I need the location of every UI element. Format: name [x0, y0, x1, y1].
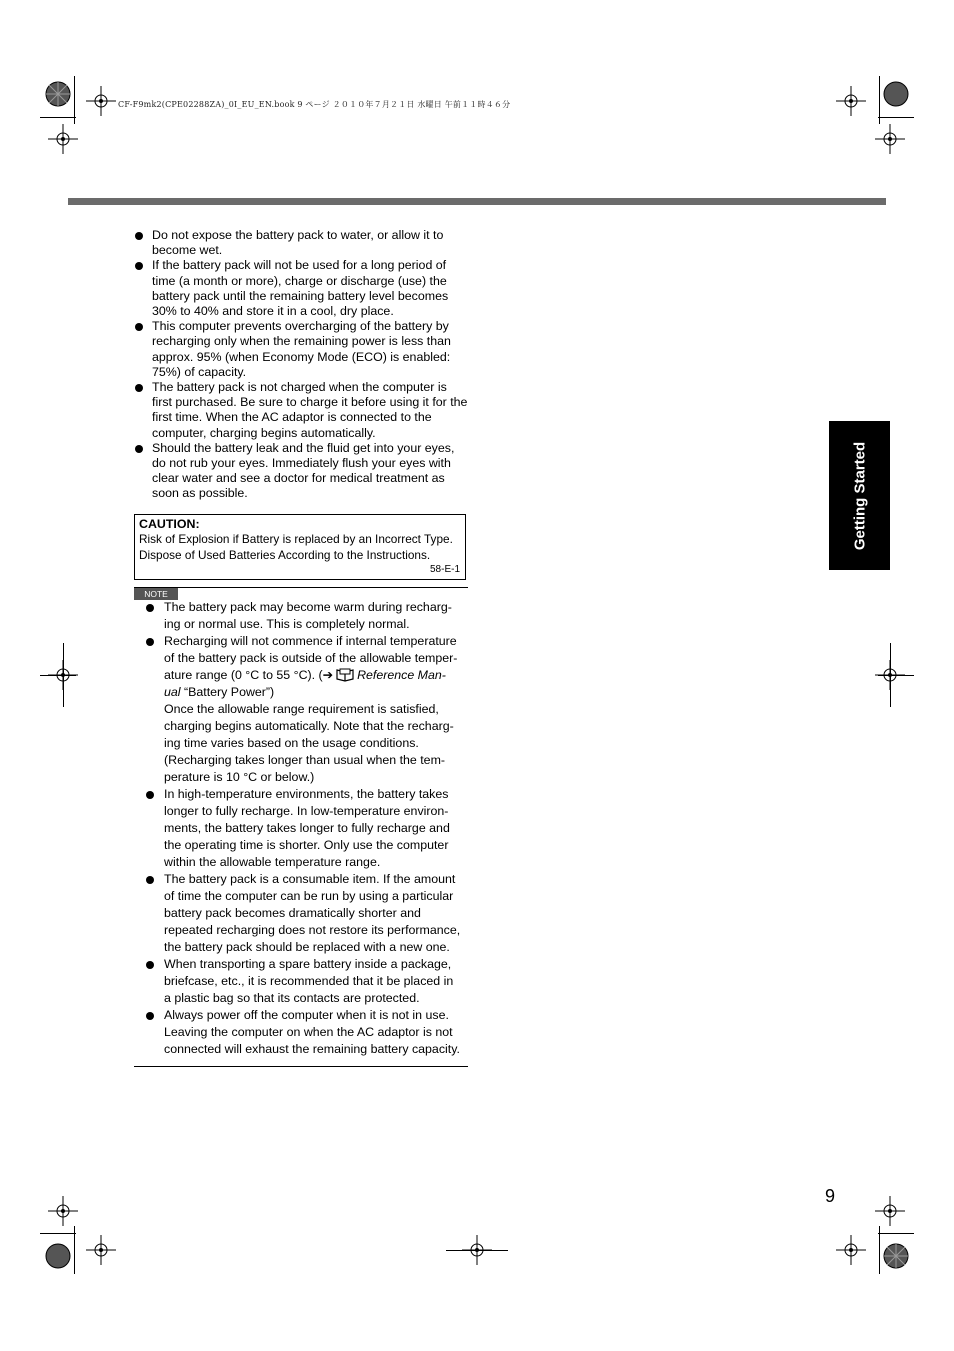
arrow-icon: ➔ — [322, 668, 334, 682]
crosshair-icon — [836, 1235, 866, 1265]
caution-box — [134, 514, 466, 580]
section-top-bar — [68, 198, 886, 205]
crosshair-icon — [86, 1235, 116, 1265]
list-item: Should the battery leak and the fluid get into your eyes, do not rub your eyes. Immediately flush your eyes with clear water and see a doctor for medical treatment as soon as possible. — [134, 441, 468, 502]
crosshair-icon — [86, 86, 116, 116]
list-item: The battery pack is a consumable item. If the amount of time the computer can be run by using a particular battery pack becomes dramatically shorter and repeated recharging does not restore its performance, the battery pack should be replaced with a new one. — [146, 871, 462, 956]
note-label: NOTE — [134, 588, 178, 600]
caution-title: CAUTION: — [139, 517, 200, 531]
list-item: Do not expose the battery pack to water, or allow it to become wet. — [134, 228, 468, 258]
crosshair-icon — [875, 124, 905, 154]
list-item: The battery pack is not charged when the computer is first purchased. Be sure to charge it before using it for the first time. When the AC adaptor is connected to the computer, charging begins automatically. — [134, 380, 468, 441]
reference-manual-link[interactable]: Reference Man-ual — [164, 668, 446, 699]
section-side-tab — [829, 421, 890, 570]
note-list — [146, 599, 462, 1058]
note-divider-bottom — [134, 1066, 468, 1067]
note-text: Once the allowable range requirement is satisfied, charging begins automatically. Note that the recharg-ing time varies based on the usage conditions. (Recharging takes longer than usual when the tem-perature is 10 °C or below.) — [164, 702, 454, 784]
list-item: The battery pack may become warm during recharg-ing or normal use. This is completely normal. — [146, 599, 462, 633]
registration-target-icon — [44, 80, 72, 108]
registration-target-icon — [882, 1242, 910, 1270]
battery-precautions-list — [134, 228, 468, 502]
crosshair-icon — [836, 86, 866, 116]
print-file-header: CF-F9mk2(CPE02288ZA)_0I_EU_EN.book 9 ページ ２０１０年７月２１日 水曜日 午前１１時４６分 — [118, 100, 511, 109]
registration-target-icon — [882, 80, 910, 108]
registration-target-icon — [44, 1242, 72, 1270]
manual-book-icon — [336, 668, 354, 682]
list-item: Always power off the computer when it is not in use. Leaving the computer on when the AC adaptor is not connected will exhaust the remaining battery capacity. — [146, 1007, 462, 1058]
crosshair-icon — [875, 1196, 905, 1226]
caution-line: Dispose of Used Batteries According to the Instructions. — [139, 547, 431, 562]
caution-line: Risk of Explosion if Battery is replaced by an Incorrect Type. — [139, 532, 453, 546]
page-number: 9 — [825, 1186, 836, 1206]
list-item: In high-temperature environments, the battery takes longer to fully recharge. In low-temperature environ-ments, the battery takes longer to fully recharge and the operating time is shorter. Only use the computer within the allowable temperature range. — [146, 786, 462, 871]
list-item — [146, 633, 462, 786]
side-tab-label: Getting Started — [851, 441, 868, 550]
list-item: If the battery pack will not be used for a long period of time (a month or more), charge or discharge (use) the battery pack until the remaining battery level becomes 30% to 40% and store it in a cool, dry place. — [134, 258, 468, 319]
crosshair-icon — [48, 1196, 78, 1226]
caution-code: 58-E-1 — [429, 564, 460, 575]
note-text: Recharging will not commence if internal temperature of the battery pack is outside of the allowable temper-ature range (0 °C to 55 °C). ( — [164, 634, 458, 682]
list-item: This computer prevents overcharging of the battery by recharging only when the remaining power is less than approx. 95% (when Economy Mode (ECO) is enabled: 75%) of capacity. — [134, 319, 468, 380]
list-item: When transporting a spare battery inside a package, briefcase, etc., it is recommended that it be placed in a plastic bag so that its contacts are protected. — [146, 956, 462, 1007]
crosshair-icon — [48, 124, 78, 154]
note-text: “Battery Power”) — [180, 685, 275, 699]
note-divider-top — [134, 587, 468, 588]
